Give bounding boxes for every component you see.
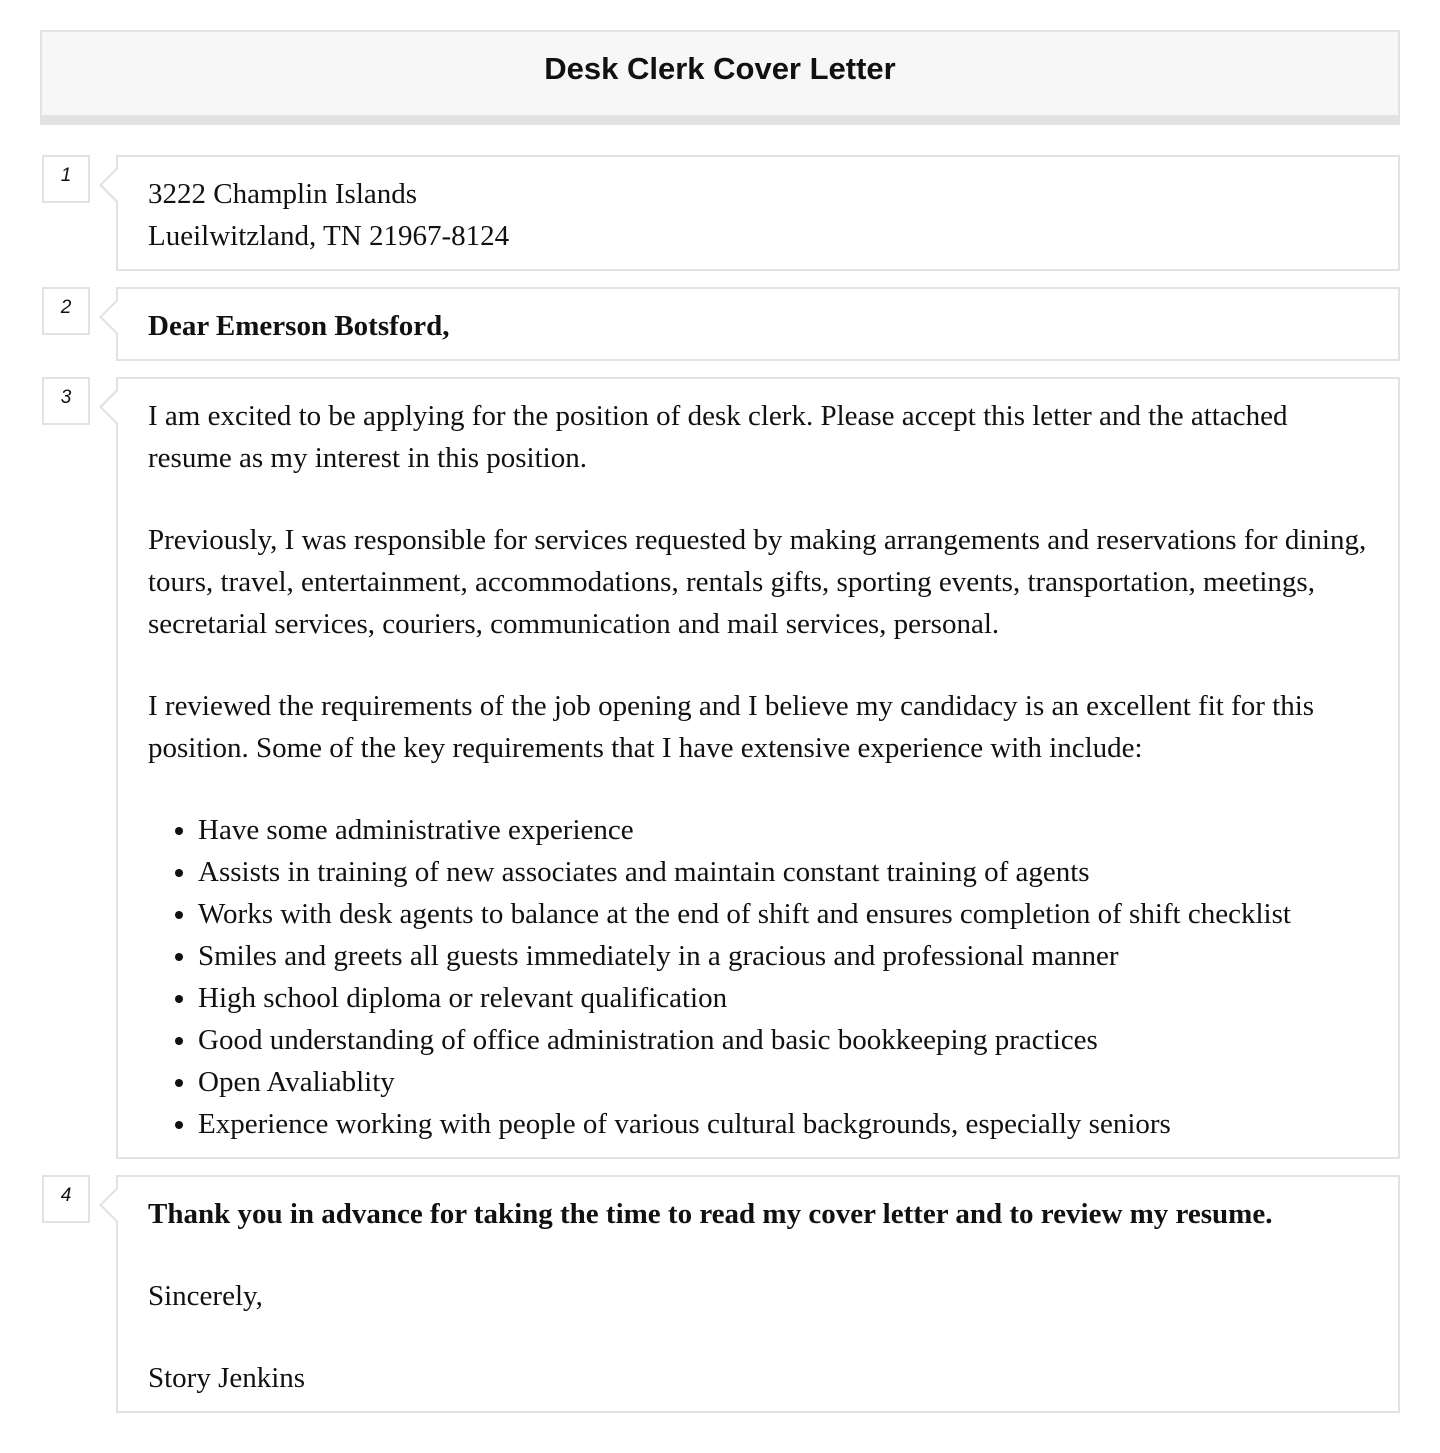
page-title: Desk Clerk Cover Letter <box>544 50 896 86</box>
list-item: • Smiles and greets all guests immediately in a gracious and professional manner <box>198 935 1368 977</box>
requirements-list <box>148 809 1368 1145</box>
list-item: • Have some administrative experience <box>198 809 1368 851</box>
salutation-box <box>116 287 1400 361</box>
closing-box <box>116 1175 1400 1413</box>
list-item: • Good understanding of office administration and basic bookkeeping practices <box>198 1019 1368 1061</box>
body-box <box>116 377 1400 1159</box>
list-item: • High school diploma or relevant qualification <box>198 977 1368 1019</box>
requirements-paragraph: I reviewed the requirements of the job opening and I believe my candidacy is an excellent fit for this position. Some of the key requirements that I have extensive experience with include: <box>148 690 1315 764</box>
list-item: • Assists in training of new associates and maintain constant training of agents <box>198 851 1368 893</box>
address-box <box>116 155 1400 271</box>
thanks-paragraph: Thank you in advance for taking the time to read my cover letter and to review my resume. <box>148 1198 1273 1230</box>
section-number: 2 <box>42 287 90 335</box>
intro-paragraph: I am excited to be applying for the position of desk clerk. Please accept this letter and the attached resume as my interest in this position. <box>148 400 1288 474</box>
address-line-1: 3222 Champlin Islands <box>148 178 418 210</box>
list-item: • Works with desk agents to balance at the end of shift and ensures completion of shift checklist <box>198 893 1368 935</box>
salutation: Dear Emerson Botsford, <box>148 310 450 342</box>
list-item: • Open Avaliablity <box>198 1061 1368 1103</box>
page-header <box>40 30 1400 125</box>
closing-text: Sincerely, <box>148 1280 263 1312</box>
list-item: • Experience working with people of various cultural backgrounds, especially seniors <box>198 1103 1368 1145</box>
section-number: 1 <box>42 155 90 203</box>
section-number: 3 <box>42 377 90 425</box>
section-number: 4 <box>42 1175 90 1223</box>
address-line-2: Lueilwitzland, TN 21967-8124 <box>148 220 510 252</box>
experience-paragraph: Previously, I was responsible for services requested by making arrangements and reservations for dining, tours, travel, entertainment, accommodations, rentals gifts, sporting events, transportation, meetings, secretarial services, couriers, communication and mail services, personal. <box>148 524 1367 640</box>
signature: Story Jenkins <box>148 1362 306 1394</box>
